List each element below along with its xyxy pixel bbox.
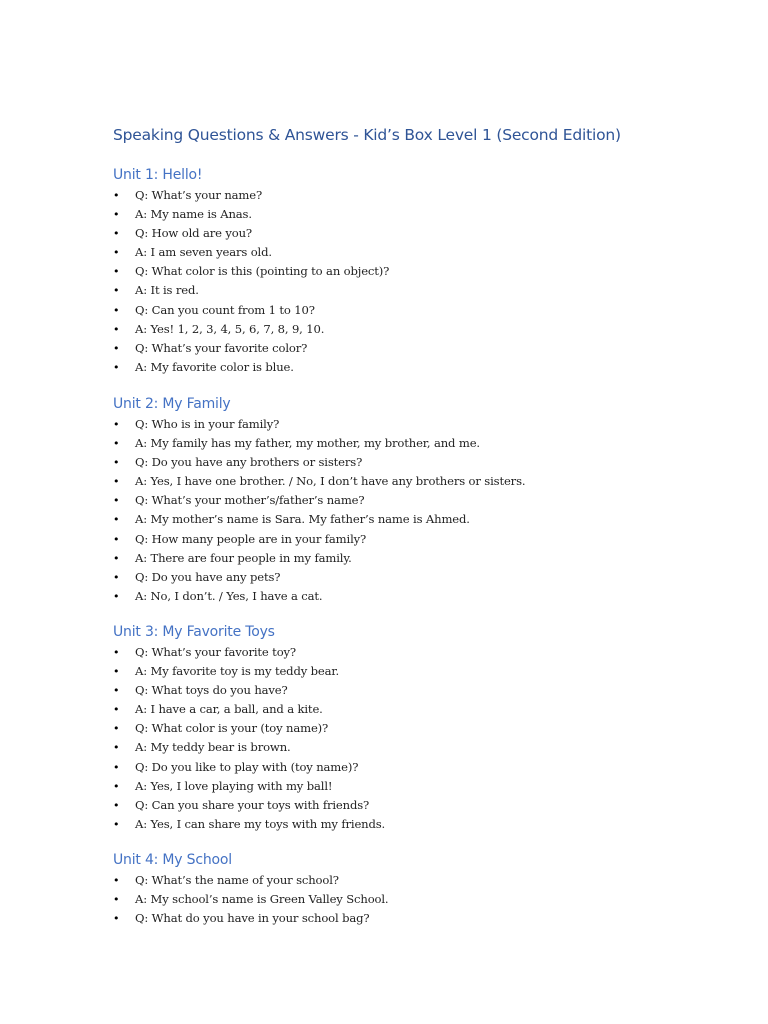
- bullet-icon: •: [113, 741, 120, 755]
- bullet-icon: •: [113, 437, 120, 451]
- bullet-icon: •: [113, 532, 120, 546]
- qa-list: [113, 643, 713, 834]
- list-item-text: A: Yes, I love playing with my ball!: [135, 778, 333, 793]
- list-item-text: Q: What’s your mother’s/father’s name?: [135, 493, 365, 508]
- list-item-text: A: Yes, I can share my toys with my friends.: [135, 816, 386, 831]
- bullet-icon: •: [113, 418, 120, 431]
- unit-heading: Unit 1: Hello!: [113, 167, 203, 183]
- document-content: [113, 124, 713, 928]
- list-item: [113, 738, 713, 757]
- list-item: [113, 281, 713, 300]
- list-item: [113, 491, 713, 510]
- list-item: [113, 815, 713, 834]
- list-item: [113, 186, 713, 205]
- list-item: [113, 719, 713, 738]
- list-item: [113, 796, 713, 815]
- list-item-text: Q: What do you have in your school bag?: [135, 911, 370, 926]
- list-item-text: A: My mother’s name is Sara. My father’s name is Ahmed.: [135, 512, 470, 527]
- list-item-text: Q: What’s the name of your school?: [135, 873, 339, 887]
- list-item-text: Q: What’s your favorite toy?: [135, 645, 296, 659]
- bullet-icon: •: [113, 341, 120, 355]
- list-item-text: Q: Do you have any pets?: [135, 569, 281, 584]
- list-item-text: A: It is red.: [135, 283, 199, 298]
- list-item-text: A: Yes! 1, 2, 3, 4, 5, 6, 7, 8, 9, 10.: [135, 321, 325, 336]
- bullet-icon: •: [113, 798, 120, 812]
- list-item: [113, 301, 713, 320]
- list-item-text: A: There are four people in my family.: [135, 550, 352, 565]
- list-item: [113, 909, 713, 928]
- list-item-text: Q: What color is this (pointing to an object)?: [135, 264, 390, 279]
- list-item-text: Q: Can you count from 1 to 10?: [135, 302, 315, 317]
- bullet-icon: •: [113, 779, 120, 793]
- title-block: [113, 124, 713, 165]
- bullet-icon: •: [113, 874, 120, 887]
- bullet-icon: •: [113, 360, 120, 374]
- list-item-text: A: I have a car, a ball, and a kite.: [135, 702, 323, 717]
- list-item-text: A: No, I don’t. / Yes, I have a cat.: [135, 588, 323, 603]
- bullet-icon: •: [113, 665, 120, 679]
- list-item-text: Q: What toys do you have?: [135, 683, 288, 698]
- list-item: [113, 224, 713, 243]
- list-item-text: A: My school’s name is Green Valley School.: [135, 892, 389, 907]
- list-item: [113, 700, 713, 719]
- list-item-text: Q: Do you like to play with (toy name)?: [135, 759, 359, 774]
- list-item: [113, 681, 713, 700]
- bullet-icon: •: [113, 760, 120, 774]
- bullet-icon: •: [113, 265, 120, 279]
- bullet-icon: •: [113, 703, 120, 717]
- bullet-icon: •: [113, 494, 120, 508]
- qa-list: [113, 871, 713, 928]
- list-item-text: Q: Can you share your toys with friends?: [135, 797, 370, 812]
- list-item: [113, 510, 713, 529]
- list-item: [113, 320, 713, 339]
- list-item-text: Q: How old are you?: [135, 226, 252, 241]
- list-item: [113, 890, 713, 909]
- qa-list: [113, 415, 713, 606]
- list-item: [113, 243, 713, 262]
- bullet-icon: •: [113, 456, 120, 470]
- list-item: [113, 453, 713, 472]
- bullet-icon: •: [113, 208, 120, 222]
- list-item-text: Q: How many people are in your family?: [135, 531, 367, 546]
- unit-heading: Unit 4: My School: [113, 852, 232, 868]
- bullet-icon: •: [113, 722, 120, 736]
- list-item: [113, 777, 713, 796]
- list-item: [113, 643, 713, 662]
- bullet-icon: •: [113, 912, 120, 926]
- list-item: [113, 587, 713, 606]
- list-item: [113, 415, 713, 434]
- bullet-icon: •: [113, 513, 120, 527]
- bullet-icon: •: [113, 551, 120, 565]
- list-item: [113, 472, 713, 491]
- list-item-text: Q: Do you have any brothers or sisters?: [135, 455, 363, 470]
- list-item: [113, 549, 713, 568]
- qa-list: [113, 186, 713, 377]
- unit-heading: Unit 3: My Favorite Toys: [113, 624, 275, 640]
- list-item: [113, 530, 713, 549]
- list-item: [113, 434, 713, 453]
- list-item: [113, 358, 713, 377]
- document-title: Speaking Questions & Answers - Kid’s Box Level 1 (Second Edition): [113, 126, 621, 144]
- bullet-icon: •: [113, 570, 120, 584]
- bullet-icon: •: [113, 322, 120, 336]
- unit-section-1: [113, 165, 713, 394]
- list-item-text: Q: Who is in your family?: [135, 417, 280, 431]
- bullet-icon: •: [113, 589, 120, 603]
- bullet-icon: •: [113, 246, 120, 260]
- list-item: [113, 758, 713, 777]
- list-item-text: Q: What’s your name?: [135, 188, 263, 202]
- bullet-icon: •: [113, 475, 120, 489]
- list-item: [113, 262, 713, 281]
- list-item-text: Q: What color is your (toy name)?: [135, 721, 329, 736]
- list-item: [113, 662, 713, 681]
- bullet-icon: •: [113, 646, 120, 659]
- list-item-text: A: I am seven years old.: [135, 245, 272, 260]
- bullet-icon: •: [113, 893, 120, 907]
- bullet-icon: •: [113, 817, 120, 831]
- list-item-text: A: Yes, I have one brother. / No, I don’t have any brothers or sisters.: [135, 474, 526, 489]
- list-item: [113, 205, 713, 224]
- list-item: [113, 871, 713, 890]
- bullet-icon: •: [113, 303, 120, 317]
- bullet-icon: •: [113, 684, 120, 698]
- unit-section-3: [113, 622, 713, 850]
- unit-section-2: [113, 394, 713, 622]
- list-item-text: Q: What’s your favorite color?: [135, 340, 308, 355]
- list-item-text: A: My favorite color is blue.: [135, 359, 294, 374]
- bullet-icon: •: [113, 189, 120, 202]
- unit-heading: Unit 2: My Family: [113, 396, 231, 412]
- list-item: [113, 339, 713, 358]
- list-item-text: A: My name is Anas.: [135, 207, 252, 222]
- bullet-icon: •: [113, 227, 120, 241]
- list-item-text: A: My teddy bear is brown.: [135, 740, 291, 755]
- list-item-text: A: My family has my father, my mother, my brother, and me.: [135, 436, 480, 451]
- list-item-text: A: My favorite toy is my teddy bear.: [135, 664, 340, 679]
- list-item: [113, 568, 713, 587]
- unit-section-4: [113, 850, 713, 928]
- bullet-icon: •: [113, 284, 120, 298]
